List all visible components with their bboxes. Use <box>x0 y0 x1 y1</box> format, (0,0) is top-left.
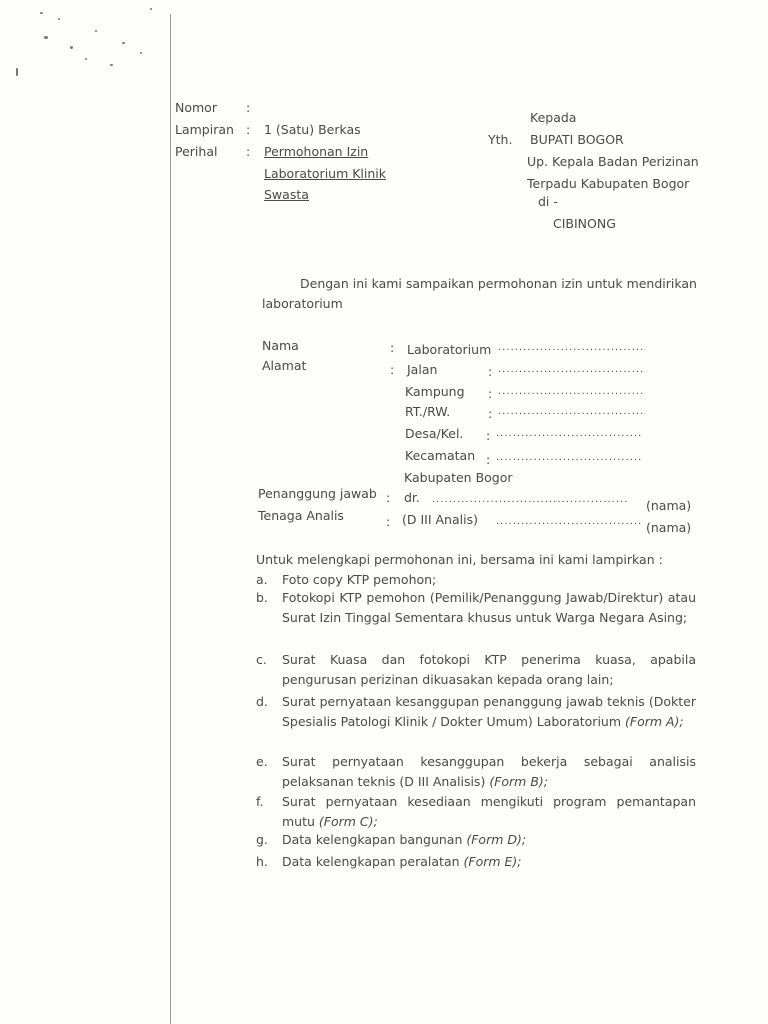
item-letter: b. <box>256 590 268 605</box>
item-letter: e. <box>256 754 268 769</box>
item-text: Surat pernyataan kesanggupan penanggung jawab teknis (Dokter Spesialis Patologi Klinik / Dokter Umum) Laboratorium <box>282 694 696 729</box>
laboratorium-label: Laboratorium <box>407 342 492 357</box>
penanggung-prefix: dr. <box>404 490 420 505</box>
kecamatan-dots: ................................... <box>496 452 643 463</box>
item-text: Surat pernyataan kesanggupan bekerja sebagai analisis pelaksanan teknis (D III Analisis) <box>282 754 696 789</box>
item-form: (Form E); <box>463 854 522 869</box>
penanggung-colon: : <box>386 490 391 505</box>
jalan-dots: ................................... <box>498 364 645 375</box>
perihal-label: Perihal <box>175 144 218 159</box>
rtrw-dots: ................................... <box>498 406 645 417</box>
item-text: Data kelengkapan peralatan <box>282 854 460 869</box>
item-form: (Form A); <box>625 714 684 729</box>
desa-label: Desa/Kel. <box>405 426 464 441</box>
rtrw-colon: : <box>488 406 493 421</box>
nomor-colon: : <box>246 100 251 115</box>
desa-colon: : <box>486 428 491 443</box>
alamat-label: Alamat <box>262 358 307 373</box>
recipient-line-1: BUPATI BOGOR <box>530 132 624 147</box>
item-letter: f. <box>256 794 264 809</box>
alamat-colon: : <box>390 362 395 377</box>
yth-label: Yth. <box>488 132 513 147</box>
tenaga-nama: (nama) <box>646 520 692 535</box>
jalan-colon: : <box>488 364 493 379</box>
kampung-dots: ................................... <box>498 386 645 397</box>
attachments-intro: Untuk melengkapi permohonan ini, bersama ini kami lampirkan : <box>256 552 663 567</box>
penanggung-nama: (nama) <box>646 498 692 513</box>
tenaga-label: Tenaga Analis <box>258 508 344 523</box>
kepada-label: Kepada <box>530 110 577 125</box>
item-text: Surat pernyataan kesediaan mengikuti program pemantapan mutu <box>282 794 696 829</box>
item-letter: d. <box>256 694 268 709</box>
penanggung-dots: ............................................... <box>432 494 629 505</box>
perihal-colon: : <box>246 144 251 159</box>
intro-line-1: Dengan ini kami sampaikan permohonan izin untuk mendirikan <box>300 276 697 291</box>
item-letter: g. <box>256 832 268 847</box>
penanggung-label: Penanggung jawab <box>258 486 377 501</box>
recipient-line-4: di - <box>538 194 558 209</box>
laboratorium-dots: ................................... <box>498 342 645 353</box>
jalan-label: Jalan <box>407 362 438 377</box>
perihal-line-3: Swasta <box>264 187 309 202</box>
intro-line-2: laboratorium <box>262 296 343 311</box>
item-letter: c. <box>256 652 267 667</box>
recipient-line-3: Terpadu Kabupaten Bogor <box>527 176 690 191</box>
lampiran-value: 1 (Satu) Berkas <box>264 122 361 137</box>
recipient-line-2: Up. Kepala Badan Perizinan <box>527 154 699 169</box>
tenaga-prefix: (D III Analis) <box>402 512 478 527</box>
item-text: Fotokopi KTP pemohon (Pemilik/Penanggung Jawab/Direktur) atau Surat Izin Tinggal Sementara khusus untuk Warga Negara Asing; <box>282 590 696 625</box>
margin-line <box>170 14 171 1024</box>
item-letter: a. <box>256 572 268 587</box>
item-text: Data kelengkapan bangunan <box>282 832 463 847</box>
item-form: (Form C); <box>318 814 378 829</box>
recipient-line-5: CIBINONG <box>553 216 616 231</box>
nama-label: Nama <box>262 338 299 353</box>
desa-dots: ................................... <box>496 428 643 439</box>
kecamatan-label: Kecamatan <box>405 448 476 463</box>
item-text: Surat Kuasa dan fotokopi KTP penerima kuasa, apabila pengurusan perizinan dikuasakan kepada orang lain; <box>282 652 696 687</box>
perihal-line-2: Laboratorium Klinik <box>264 166 387 181</box>
rtrw-label: RT./RW. <box>405 404 451 419</box>
item-form: (Form B); <box>489 774 548 789</box>
kampung-colon: : <box>488 386 493 401</box>
nama-colon: : <box>390 340 395 355</box>
tenaga-dots: ................................... <box>496 516 643 527</box>
kampung-label: Kampung <box>405 384 465 399</box>
tenaga-colon: : <box>386 514 391 529</box>
item-letter: h. <box>256 854 268 869</box>
lampiran-colon: : <box>246 122 251 137</box>
kabupaten-label: Kabupaten Bogor <box>404 470 513 485</box>
perihal-line-1: Permohonan Izin <box>264 144 369 159</box>
item-text: Foto copy KTP pemohon; <box>282 572 437 587</box>
nomor-label: Nomor <box>175 100 217 115</box>
lampiran-label: Lampiran <box>175 122 234 137</box>
item-form: (Form D); <box>466 832 527 847</box>
kecamatan-colon: : <box>486 452 491 467</box>
